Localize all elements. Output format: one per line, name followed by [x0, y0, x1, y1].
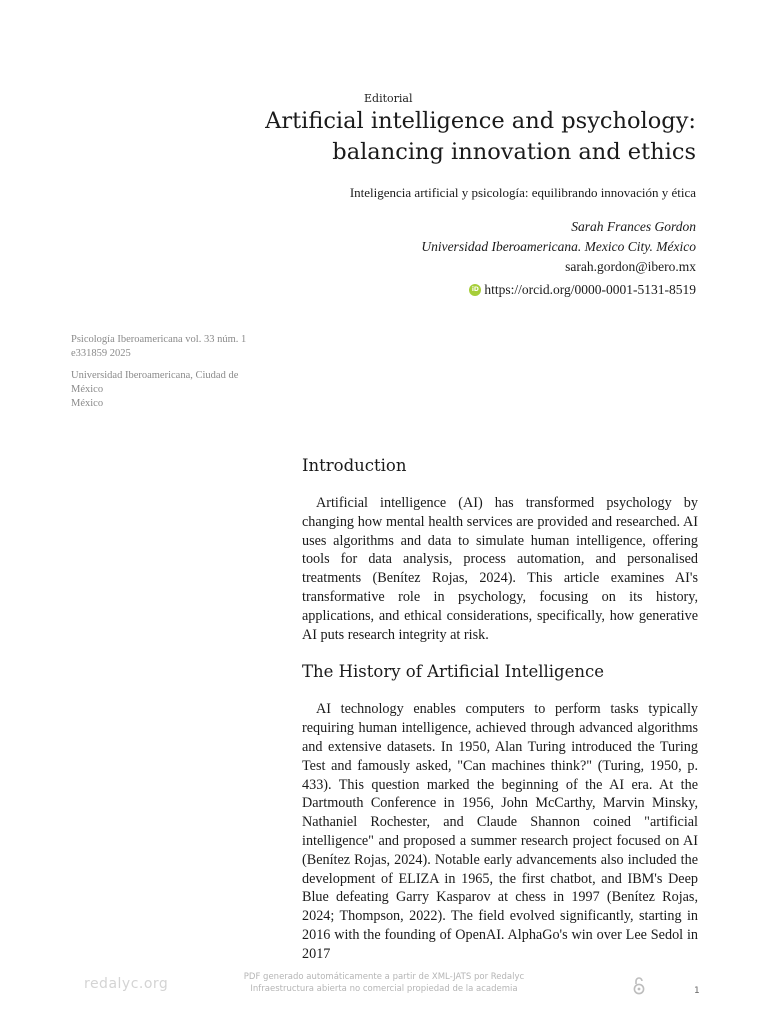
history-heading: The History of Artificial Intelligence: [302, 662, 605, 682]
article-body: [302, 454, 698, 964]
publisher-line-1: Universidad Iberoamericana, Ciudad de: [71, 370, 239, 381]
title-line-2: balancing innovation and ethics: [332, 139, 696, 165]
orcid-url[interactable]: https://orcid.org/0000-0001-5131-8519: [484, 282, 696, 297]
spanish-title: Inteligencia artificial y psicología: equilibrando innovación y ética: [349, 185, 696, 200]
open-access-icon: [632, 976, 646, 996]
introduction-paragraph: Artificial intelligence (AI) has transformed psychology by changing how mental health services are provided and researched. AI uses algorithms and data to simulate human intelligence, offering tools for data analysis, process automation, and personalised treatments (Benítez Rojas, 2024). This article examines AI's transformative role in psychology, focusing on its history, applications, and ethical considerations, specifically, how generative AI puts research integrity at risk.: [302, 495, 698, 643]
orcid-icon: iD: [469, 284, 481, 296]
publisher-line-2: México: [71, 384, 104, 395]
journal-metadata: [71, 333, 261, 411]
journal-volume: Psicología Iberoamericana vol. 33 núm. 1: [71, 334, 247, 345]
footer-line-1: PDF generado automáticamente a partir de XML-JATS por Redalyc: [243, 972, 525, 982]
redalyc-logo: redalyc.org: [84, 976, 169, 992]
section-label: Editorial: [364, 92, 413, 105]
author-name: Sarah Frances Gordon: [571, 219, 696, 234]
title-line-1: Artificial intelligence and psychology:: [265, 108, 696, 134]
introduction-heading: Introduction: [302, 456, 407, 475]
article-title: [236, 106, 696, 168]
orcid-link[interactable]: [469, 280, 696, 300]
author-affiliation: Universidad Iberoamericana. Mexico City. México: [421, 239, 696, 254]
author-email[interactable]: sarah.gordon@ibero.mx: [565, 259, 696, 274]
page-number: 1: [694, 986, 700, 996]
footer-line-2: Infraestructura abierta no comercial propiedad de la academia: [250, 984, 518, 994]
footer-note: [200, 971, 568, 995]
author-block: [236, 217, 696, 300]
publisher-country: México: [71, 398, 104, 409]
history-paragraph: AI technology enables computers to perform tasks typically requiring human intelligence, achieved through advanced algorithms and extensive datasets. In 1950, Alan Turing introduced the Turing Test and famously asked, "Can machines think?" (Turing, 1950, p. 433). This question marked the beginning of the AI era. At the Dartmouth Conference in 1956, John McCarthy, Marvin Minsky, Nathaniel Rochester, and Claude Shannon coined "artificial intelligence" and proposed a summer research project focused on AI (Benítez Rojas, 2024). Notable early advancements also included the development of ELIZA in 1965, the first chatbot, and IBM's Deep Blue defeating Garry Kasparov at chess in 1997 (Benítez Rojas, 2024; Thompson, 2022). The field evolved significantly, starting in 2016 with the founding of OpenAI. AlphaGo's win over Lee Sedol in 2017: [302, 701, 698, 962]
journal-article-id: e331859 2025: [71, 348, 131, 359]
